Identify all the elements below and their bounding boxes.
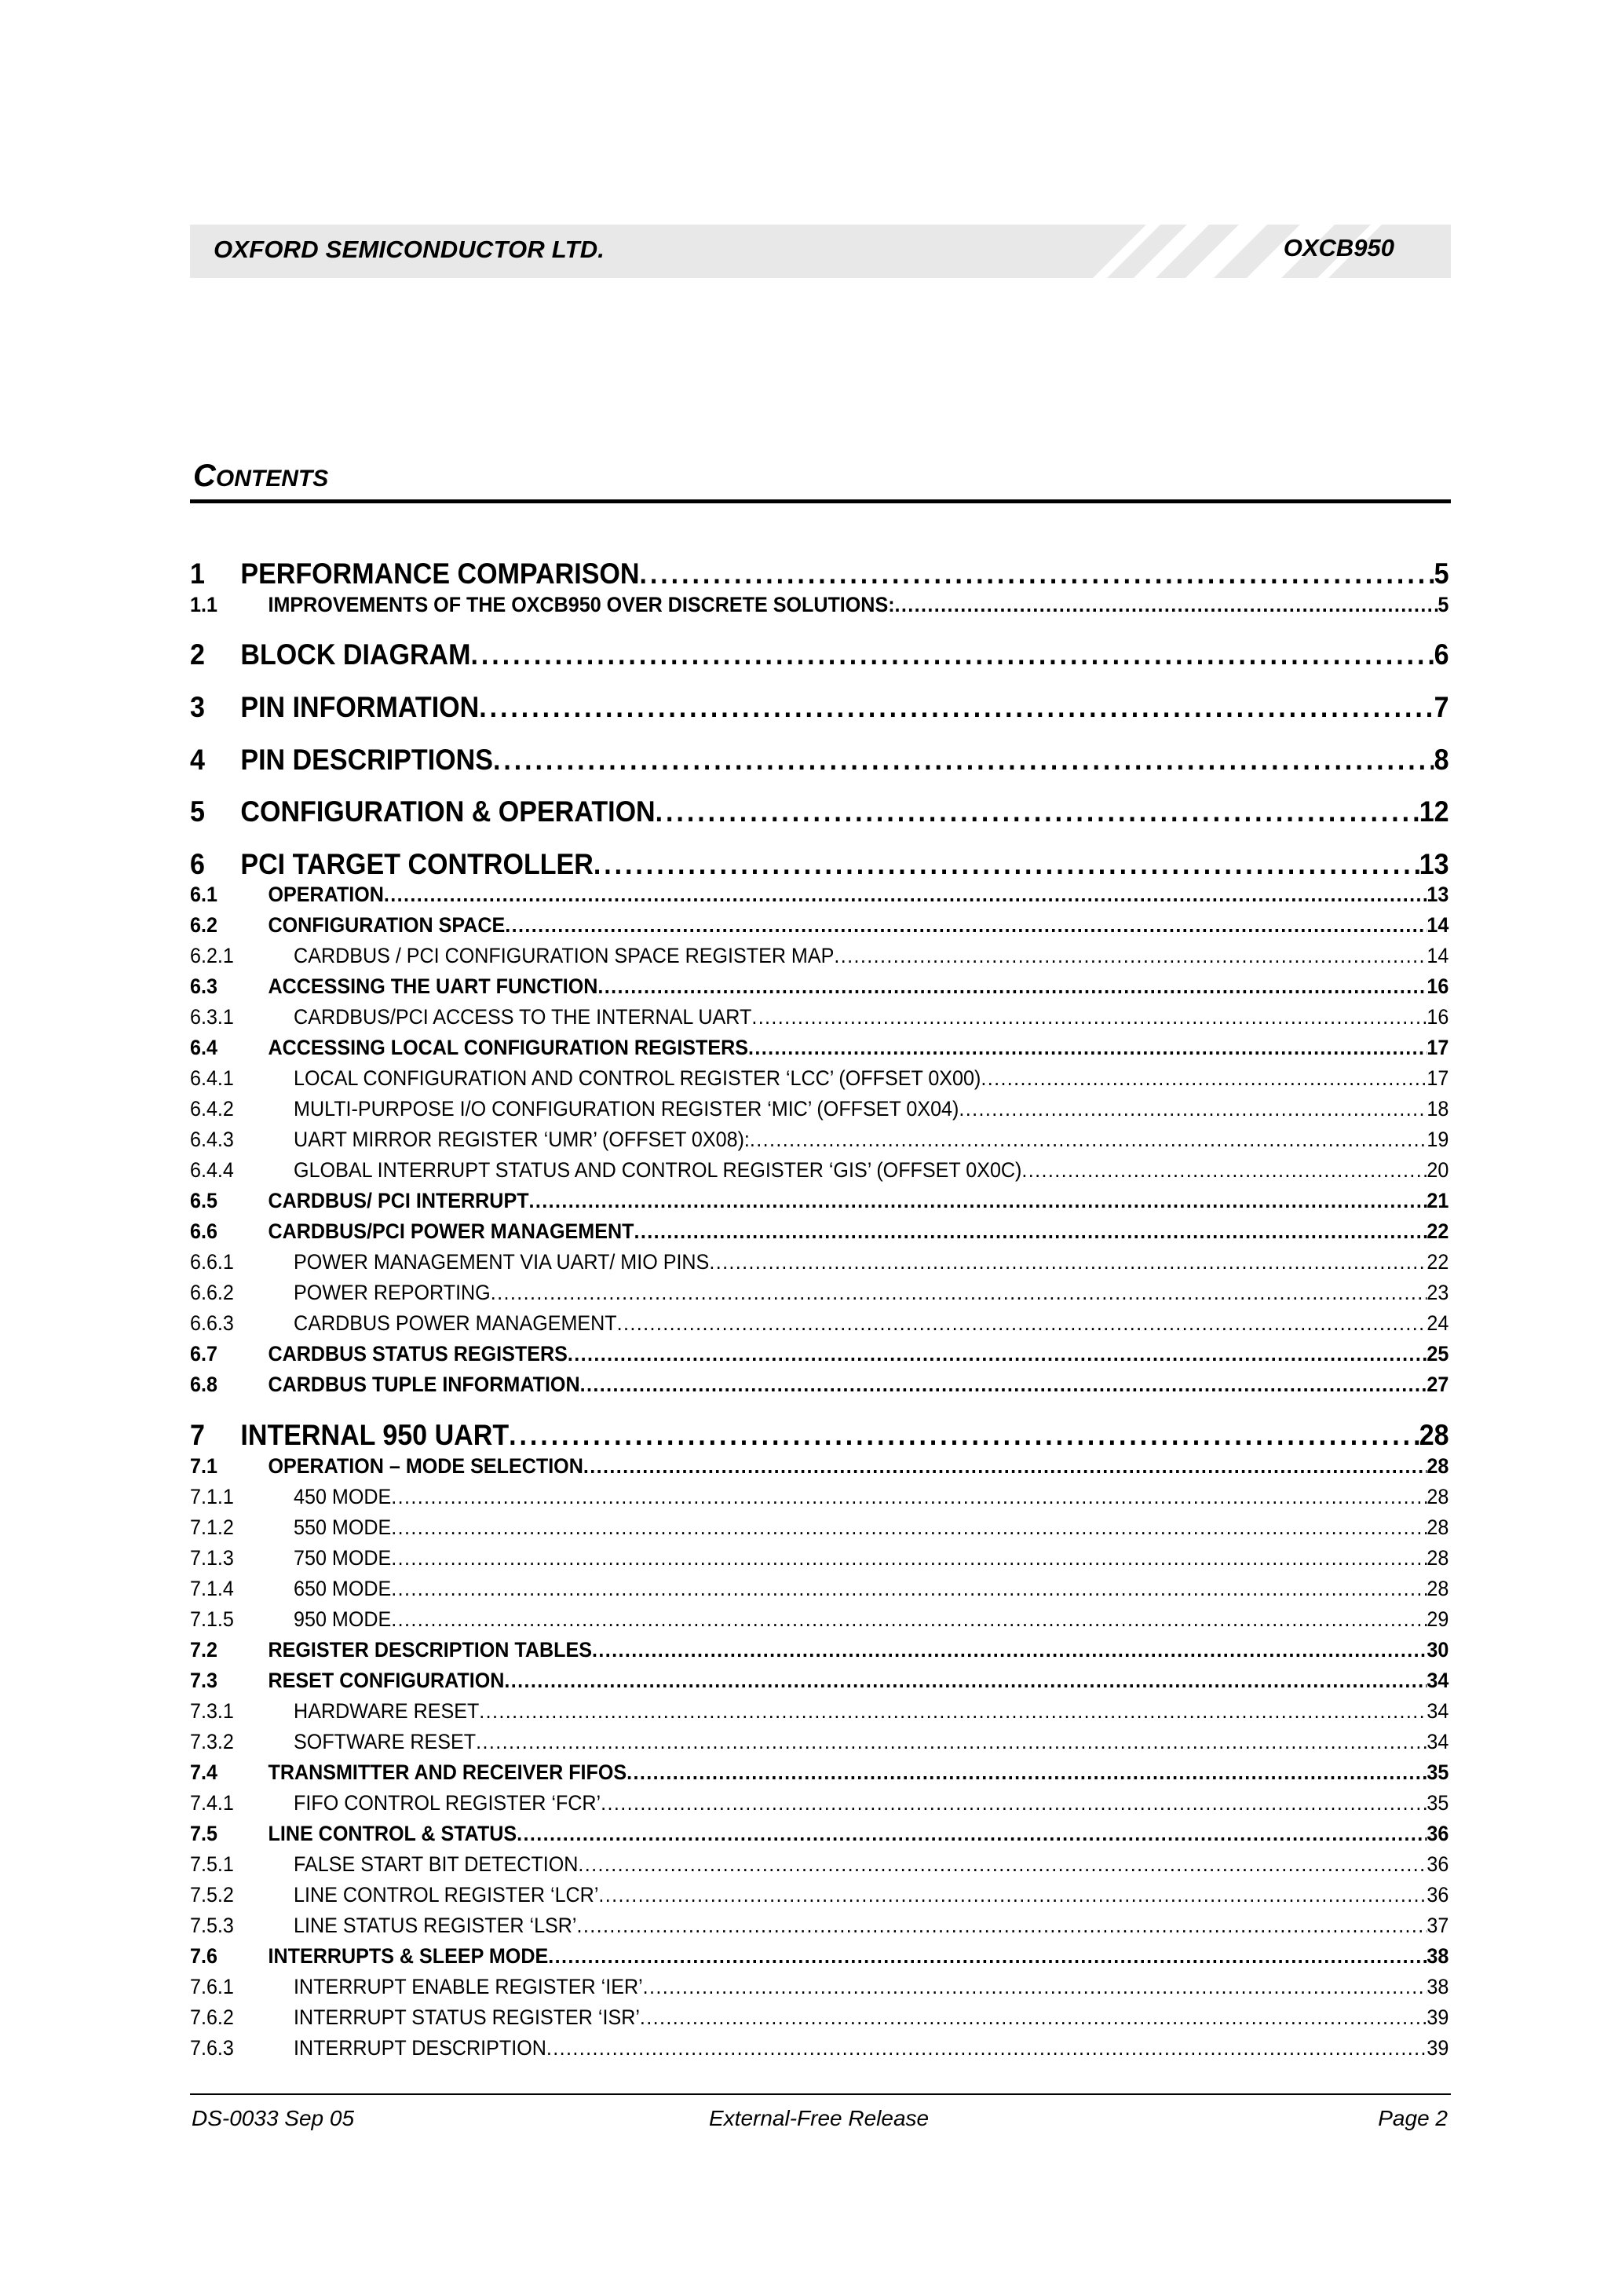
- contents-rule: [190, 499, 1451, 503]
- toc-dot-leader: [959, 1097, 1427, 1121]
- toc-dot-leader: [491, 1281, 1427, 1305]
- toc-entry-number: 6.7: [190, 1342, 217, 1366]
- toc-entry-title: INTERRUPT ENABLE REGISTER ‘IER’: [294, 1975, 643, 1998]
- toc-entry[interactable]: [190, 883, 1448, 907]
- toc-entry-number: 1.1: [190, 593, 217, 616]
- toc-entry[interactable]: [190, 944, 1448, 968]
- toc-entry[interactable]: [190, 1419, 1449, 1452]
- toc-entry-title: ACCESSING LOCAL CONFIGURATION REGISTERS: [268, 1036, 749, 1059]
- toc-entry-number: 7.3: [190, 1669, 217, 1692]
- toc-entry-number: 6: [190, 848, 205, 880]
- toc-entry-page: 37: [1427, 1914, 1449, 1937]
- toc-dot-leader: [493, 744, 1434, 777]
- toc-entry-title: TRANSMITTER AND RECEIVER FIFOS: [268, 1760, 627, 1784]
- toc-entry-title: INTERNAL 950 UART: [240, 1419, 510, 1451]
- toc-entry-page: 21: [1427, 1189, 1449, 1212]
- toc-entry-title: CARDBUS/PCI POWER MANAGEMENT: [268, 1219, 634, 1243]
- toc-entry-title: PERFORMANCE COMPARISON: [240, 558, 640, 590]
- toc-entry-title: 450 MODE: [294, 1485, 392, 1508]
- toc-dot-leader: [479, 1699, 1427, 1724]
- toc-entry-number: 7.5.3: [190, 1914, 234, 1937]
- toc-entry-page: 19: [1427, 1128, 1449, 1151]
- toc-entry[interactable]: [190, 1219, 1448, 1244]
- toc-entry-title: 550 MODE: [294, 1515, 392, 1539]
- toc-entry-number: 6.4.4: [190, 1158, 234, 1182]
- toc-entry-page: 36: [1427, 1822, 1449, 1845]
- toc-entry-number: 7.1: [190, 1454, 217, 1478]
- toc-entry-page: 5: [1438, 593, 1449, 616]
- toc-entry-title: CONFIGURATION SPACE: [268, 913, 506, 937]
- toc-entry-page: 14: [1427, 913, 1449, 937]
- toc-entry[interactable]: [190, 1914, 1448, 1938]
- toc-entry-page: 28: [1427, 1454, 1449, 1478]
- toc-entry[interactable]: [190, 1944, 1448, 1969]
- toc-entry[interactable]: [190, 1454, 1448, 1479]
- toc-entry[interactable]: [190, 1189, 1448, 1213]
- toc-entry-page: 24: [1427, 1311, 1449, 1335]
- release-label: External-Free Release: [709, 2106, 930, 2130]
- toc-entry-page: 20: [1427, 1158, 1449, 1182]
- toc-entry-title: 950 MODE: [294, 1607, 392, 1631]
- toc-entry-number: 6.1: [190, 883, 217, 906]
- toc-entry[interactable]: [190, 1373, 1448, 1397]
- toc-entry-page: 8: [1434, 744, 1449, 776]
- toc-dot-leader: [391, 1577, 1427, 1601]
- toc-dot-leader: [479, 691, 1434, 724]
- toc-entry-number: 2: [190, 638, 205, 671]
- toc-entry-page: 22: [1427, 1219, 1449, 1243]
- toc-dot-leader: [639, 558, 1434, 590]
- toc-entry-page: 13: [1427, 883, 1449, 906]
- toc-dot-leader: [834, 944, 1427, 968]
- toc-entry-page: 25: [1427, 1342, 1449, 1366]
- toc-entry-number: 6.4.3: [190, 1128, 234, 1151]
- toc-dot-leader: [578, 1852, 1427, 1877]
- toc-entry-title: CARDBUS POWER MANAGEMENT: [294, 1311, 617, 1335]
- toc-dot-leader: [568, 1342, 1427, 1366]
- toc-entry[interactable]: [190, 1760, 1448, 1785]
- toc-entry[interactable]: [190, 1975, 1448, 1999]
- toc-entry-number: 6.4.2: [190, 1097, 234, 1121]
- toc-entry[interactable]: [190, 558, 1449, 590]
- toc-entry[interactable]: [190, 1281, 1448, 1305]
- toc-entry-title: SOFTWARE RESET: [294, 1730, 477, 1753]
- contents-heading-rest: ONTENTS: [215, 466, 329, 492]
- toc-entry-page: 17: [1427, 1066, 1449, 1090]
- toc-entry-title: CARDBUS / PCI CONFIGURATION SPACE REGISTER MAP: [294, 944, 835, 967]
- toc-entry-number: 7.6.1: [190, 1975, 234, 1998]
- toc-entry-page: 18: [1427, 1097, 1449, 1121]
- toc-entry[interactable]: [190, 1883, 1448, 1907]
- document-id: DS-0033 Sep 05: [192, 2106, 355, 2130]
- toc-entry-page: 12: [1419, 795, 1449, 828]
- toc-entry-title: 750 MODE: [294, 1546, 392, 1570]
- part-number: OXCB950: [1283, 234, 1394, 261]
- toc-entry[interactable]: [190, 638, 1449, 671]
- toc-entry-number: 7.3.2: [190, 1730, 234, 1753]
- toc-entry-number: 7: [190, 1419, 205, 1451]
- toc-dot-leader: [471, 638, 1434, 671]
- toc-dot-leader: [580, 1373, 1427, 1397]
- toc-entry[interactable]: [190, 795, 1449, 828]
- toc-entry[interactable]: [190, 1036, 1448, 1060]
- toc-entry[interactable]: [190, 1791, 1448, 1815]
- toc-entry[interactable]: [190, 691, 1449, 724]
- toc-dot-leader: [384, 883, 1427, 907]
- company-name: OXFORD SEMICONDUCTOR LTD.: [214, 236, 605, 263]
- toc-entry-title: MULTI-PURPOSE I/O CONFIGURATION REGISTER ‘MIC’ (OFFSET 0X04): [294, 1097, 959, 1121]
- toc-entry-page: 13: [1419, 848, 1449, 880]
- toc-entry-page: 16: [1427, 974, 1449, 998]
- toc-entry[interactable]: [190, 1311, 1448, 1336]
- toc-entry-number: 6.6.3: [190, 1311, 234, 1335]
- toc-entry[interactable]: [190, 913, 1448, 938]
- toc-entry-number: 6.8: [190, 1373, 217, 1396]
- toc-entry-title: RESET CONFIGURATION: [268, 1669, 505, 1692]
- toc-entry-title: CARDBUS TUPLE INFORMATION: [268, 1373, 580, 1396]
- toc-entry[interactable]: [190, 1669, 1448, 1693]
- toc-dot-leader: [529, 1189, 1427, 1213]
- toc-entry-number: 7.5.2: [190, 1883, 234, 1907]
- toc-entry[interactable]: [190, 1577, 1448, 1601]
- toc-entry-title: REGISTER DESCRIPTION TABLES: [268, 1638, 593, 1662]
- toc-entry[interactable]: [190, 1066, 1448, 1091]
- toc-entry-title: PCI TARGET CONTROLLER: [240, 848, 594, 880]
- toc-entry-number: 6.5: [190, 1189, 217, 1212]
- toc-entry[interactable]: [190, 1485, 1448, 1509]
- toc-entry-page: 23: [1427, 1281, 1449, 1304]
- toc-dot-leader: [391, 1607, 1427, 1632]
- contents-heading-initial: C: [193, 459, 216, 493]
- toc-dot-leader: [391, 1515, 1427, 1540]
- toc-entry[interactable]: [190, 1250, 1448, 1274]
- toc-entry-number: 6.4: [190, 1036, 217, 1059]
- toc-entry[interactable]: [190, 974, 1448, 999]
- toc-entry-page: 30: [1427, 1638, 1449, 1662]
- toc-entry-page: 34: [1427, 1730, 1449, 1753]
- toc-entry-title: CARDBUS/ PCI INTERRUPT: [268, 1189, 529, 1212]
- toc-dot-leader: [598, 1883, 1427, 1907]
- toc-entry-title: INTERRUPT STATUS REGISTER ‘ISR’: [294, 2005, 640, 2029]
- toc-entry-number: 6.3.1: [190, 1005, 234, 1029]
- toc-entry-number: 7.6: [190, 1944, 217, 1968]
- toc-entry-title: POWER REPORTING: [294, 1281, 491, 1304]
- toc-entry-number: 6.6: [190, 1219, 217, 1243]
- toc-entry-title: OPERATION – MODE SELECTION: [268, 1454, 583, 1478]
- toc-entry-title: UART MIRROR REGISTER ‘UMR’ (OFFSET 0X08):: [294, 1128, 750, 1151]
- toc-entry-title: CONFIGURATION & OPERATION: [240, 795, 656, 828]
- toc-entry[interactable]: [190, 1097, 1448, 1121]
- toc-dot-leader: [546, 2036, 1427, 2060]
- toc-dot-leader: [583, 1454, 1427, 1479]
- toc-entry[interactable]: [190, 2005, 1448, 2030]
- toc-entry-page: 35: [1427, 1760, 1449, 1784]
- toc-dot-leader: [709, 1250, 1427, 1274]
- toc-dot-leader: [517, 1822, 1427, 1846]
- toc-entry[interactable]: [190, 593, 1448, 617]
- toc-dot-leader: [476, 1730, 1427, 1754]
- toc-entry-page: 7: [1434, 691, 1449, 723]
- toc-entry-page: 27: [1427, 1373, 1449, 1396]
- toc-entry-page: 35: [1427, 1791, 1449, 1815]
- toc-entry-number: 7.6.3: [190, 2036, 234, 2060]
- toc-dot-leader: [601, 1791, 1427, 1815]
- contents-heading: [193, 459, 328, 494]
- toc-entry-title: INTERRUPT DESCRIPTION: [294, 2036, 546, 2060]
- toc-dot-leader: [505, 913, 1427, 938]
- toc-entry-number: 7.5.1: [190, 1852, 234, 1876]
- toc-entry-number: 7.1.1: [190, 1485, 234, 1508]
- toc-entry-page: 39: [1427, 2005, 1449, 2029]
- toc-dot-leader: [895, 593, 1438, 617]
- toc-entry[interactable]: [190, 1005, 1448, 1029]
- toc-entry-number: 5: [190, 795, 205, 828]
- toc-entry-number: 6.2: [190, 913, 217, 937]
- toc-entry-number: 7.1.4: [190, 1577, 234, 1600]
- toc-dot-leader: [617, 1311, 1427, 1336]
- toc-entry-number: 6.6.1: [190, 1250, 234, 1274]
- toc-entry-number: 4: [190, 744, 205, 776]
- toc-entry-title: CARDBUS/PCI ACCESS TO THE INTERNAL UART: [294, 1005, 752, 1029]
- toc-entry-page: 34: [1427, 1669, 1449, 1692]
- toc-entry-number: 6.2.1: [190, 944, 234, 967]
- toc-entry-page: 17: [1427, 1036, 1449, 1059]
- toc-entry[interactable]: [190, 2036, 1448, 2060]
- toc-entry-page: 16: [1427, 1005, 1449, 1029]
- toc-entry-page: 39: [1427, 2036, 1449, 2060]
- toc-entry-page: 38: [1427, 1944, 1449, 1968]
- toc-dot-leader: [597, 974, 1427, 999]
- toc-entry-title: PIN DESCRIPTIONS: [240, 744, 493, 776]
- toc-entry-title: ACCESSING THE UART FUNCTION: [268, 974, 598, 998]
- toc-entry-number: 7.1.3: [190, 1546, 234, 1570]
- toc-entry-page: 28: [1419, 1419, 1449, 1451]
- page-header-bar: [190, 225, 1451, 278]
- toc-dot-leader: [504, 1669, 1427, 1693]
- footer-rule: [190, 2093, 1451, 2095]
- toc-entry-number: 7.3.1: [190, 1699, 234, 1723]
- toc-entry-page: 14: [1427, 944, 1449, 967]
- toc-entry-number: 7.5: [190, 1822, 217, 1845]
- toc-entry-page: 28: [1427, 1577, 1449, 1600]
- toc-entry-title: LINE STATUS REGISTER ‘LSR’: [294, 1914, 577, 1937]
- toc-dot-leader: [981, 1066, 1427, 1091]
- toc-entry-page: 36: [1427, 1883, 1449, 1907]
- toc-entry-title: LOCAL CONFIGURATION AND CONTROL REGISTER ‘LCC’ (OFFSET 0X00): [294, 1066, 981, 1090]
- toc-dot-leader: [391, 1546, 1427, 1570]
- toc-entry-page: 34: [1427, 1699, 1449, 1723]
- toc-dot-leader: [643, 1975, 1427, 1999]
- toc-entry-number: 3: [190, 691, 205, 723]
- toc-entry-page: 28: [1427, 1546, 1449, 1570]
- toc-entry-page: 28: [1427, 1485, 1449, 1508]
- toc-entry-page: 36: [1427, 1852, 1449, 1876]
- toc-dot-leader: [577, 1914, 1427, 1938]
- toc-dot-leader: [640, 2005, 1427, 2030]
- toc-entry-page: 38: [1427, 1975, 1449, 1998]
- page-number: Page 2: [1378, 2106, 1448, 2130]
- toc-entry[interactable]: [190, 1546, 1448, 1570]
- toc-entry-title: CARDBUS STATUS REGISTERS: [268, 1342, 568, 1366]
- toc-entry-title: 650 MODE: [294, 1577, 392, 1600]
- toc-entry-page: 22: [1427, 1250, 1449, 1274]
- toc-entry[interactable]: [190, 1638, 1448, 1662]
- toc-entry-title: INTERRUPTS & SLEEP MODE: [268, 1944, 549, 1968]
- toc-entry[interactable]: [190, 744, 1449, 777]
- toc-entry-number: 7.4: [190, 1760, 217, 1784]
- toc-entry-title: BLOCK DIAGRAM: [240, 638, 471, 671]
- toc-dot-leader: [509, 1419, 1419, 1452]
- toc-entry[interactable]: [190, 1158, 1448, 1183]
- toc-entry[interactable]: [190, 1128, 1448, 1152]
- toc-dot-leader: [548, 1944, 1427, 1969]
- toc-dot-leader: [627, 1760, 1427, 1785]
- toc-dot-leader: [750, 1128, 1427, 1152]
- toc-entry-number: 6.4.1: [190, 1066, 234, 1090]
- toc-entry[interactable]: [190, 1607, 1448, 1632]
- toc-entry-title: PIN INFORMATION: [240, 691, 480, 723]
- toc-entry-title: POWER MANAGEMENT VIA UART/ MIO PINS: [294, 1250, 710, 1274]
- toc-entry-number: 7.6.2: [190, 2005, 234, 2029]
- toc-entry-title: FALSE START BIT DETECTION: [294, 1852, 579, 1876]
- toc-dot-leader: [748, 1036, 1427, 1060]
- toc-dot-leader: [656, 795, 1419, 828]
- toc-entry-page: 6: [1434, 638, 1449, 671]
- toc-entry[interactable]: [190, 1852, 1448, 1877]
- toc-entry[interactable]: [190, 1822, 1448, 1846]
- toc-entry-title: OPERATION: [268, 883, 384, 906]
- toc-entry-title: HARDWARE RESET: [294, 1699, 480, 1723]
- toc-dot-leader: [391, 1485, 1427, 1509]
- toc-entry-title: IMPROVEMENTS OF THE OXCB950 OVER DISCRETE SOLUTIONS:: [268, 593, 895, 616]
- toc-entry-number: 6.6.2: [190, 1281, 234, 1304]
- toc-entry-title: FIFO CONTROL REGISTER ‘FCR’: [294, 1791, 601, 1815]
- toc-entry[interactable]: [190, 1515, 1448, 1540]
- toc-entry-title: GLOBAL INTERRUPT STATUS AND CONTROL REGISTER ‘GIS’ (OFFSET 0X0C): [294, 1158, 1022, 1182]
- toc-entry-title: LINE CONTROL & STATUS: [268, 1822, 517, 1845]
- toc-entry-number: 7.1.5: [190, 1607, 234, 1631]
- toc-dot-leader: [1021, 1158, 1427, 1183]
- toc-entry[interactable]: [190, 1699, 1448, 1724]
- toc-dot-leader: [751, 1005, 1427, 1029]
- toc-entry-number: 7.2: [190, 1638, 217, 1662]
- toc-entry-page: 5: [1434, 558, 1449, 590]
- toc-dot-leader: [594, 848, 1419, 881]
- toc-dot-leader: [634, 1219, 1427, 1244]
- toc-entry-page: 29: [1427, 1607, 1449, 1631]
- toc-entry[interactable]: [190, 848, 1449, 881]
- toc-entry-number: 1: [190, 558, 205, 590]
- toc-entry-number: 6.3: [190, 974, 217, 998]
- toc-entry[interactable]: [190, 1342, 1448, 1366]
- toc-entry-title: LINE CONTROL REGISTER ‘LCR’: [294, 1883, 599, 1907]
- toc-entry-number: 7.1.2: [190, 1515, 234, 1539]
- toc-entry-number: 7.4.1: [190, 1791, 234, 1815]
- toc-entry-page: 28: [1427, 1515, 1449, 1539]
- toc-entry[interactable]: [190, 1730, 1448, 1754]
- toc-dot-leader: [592, 1638, 1427, 1662]
